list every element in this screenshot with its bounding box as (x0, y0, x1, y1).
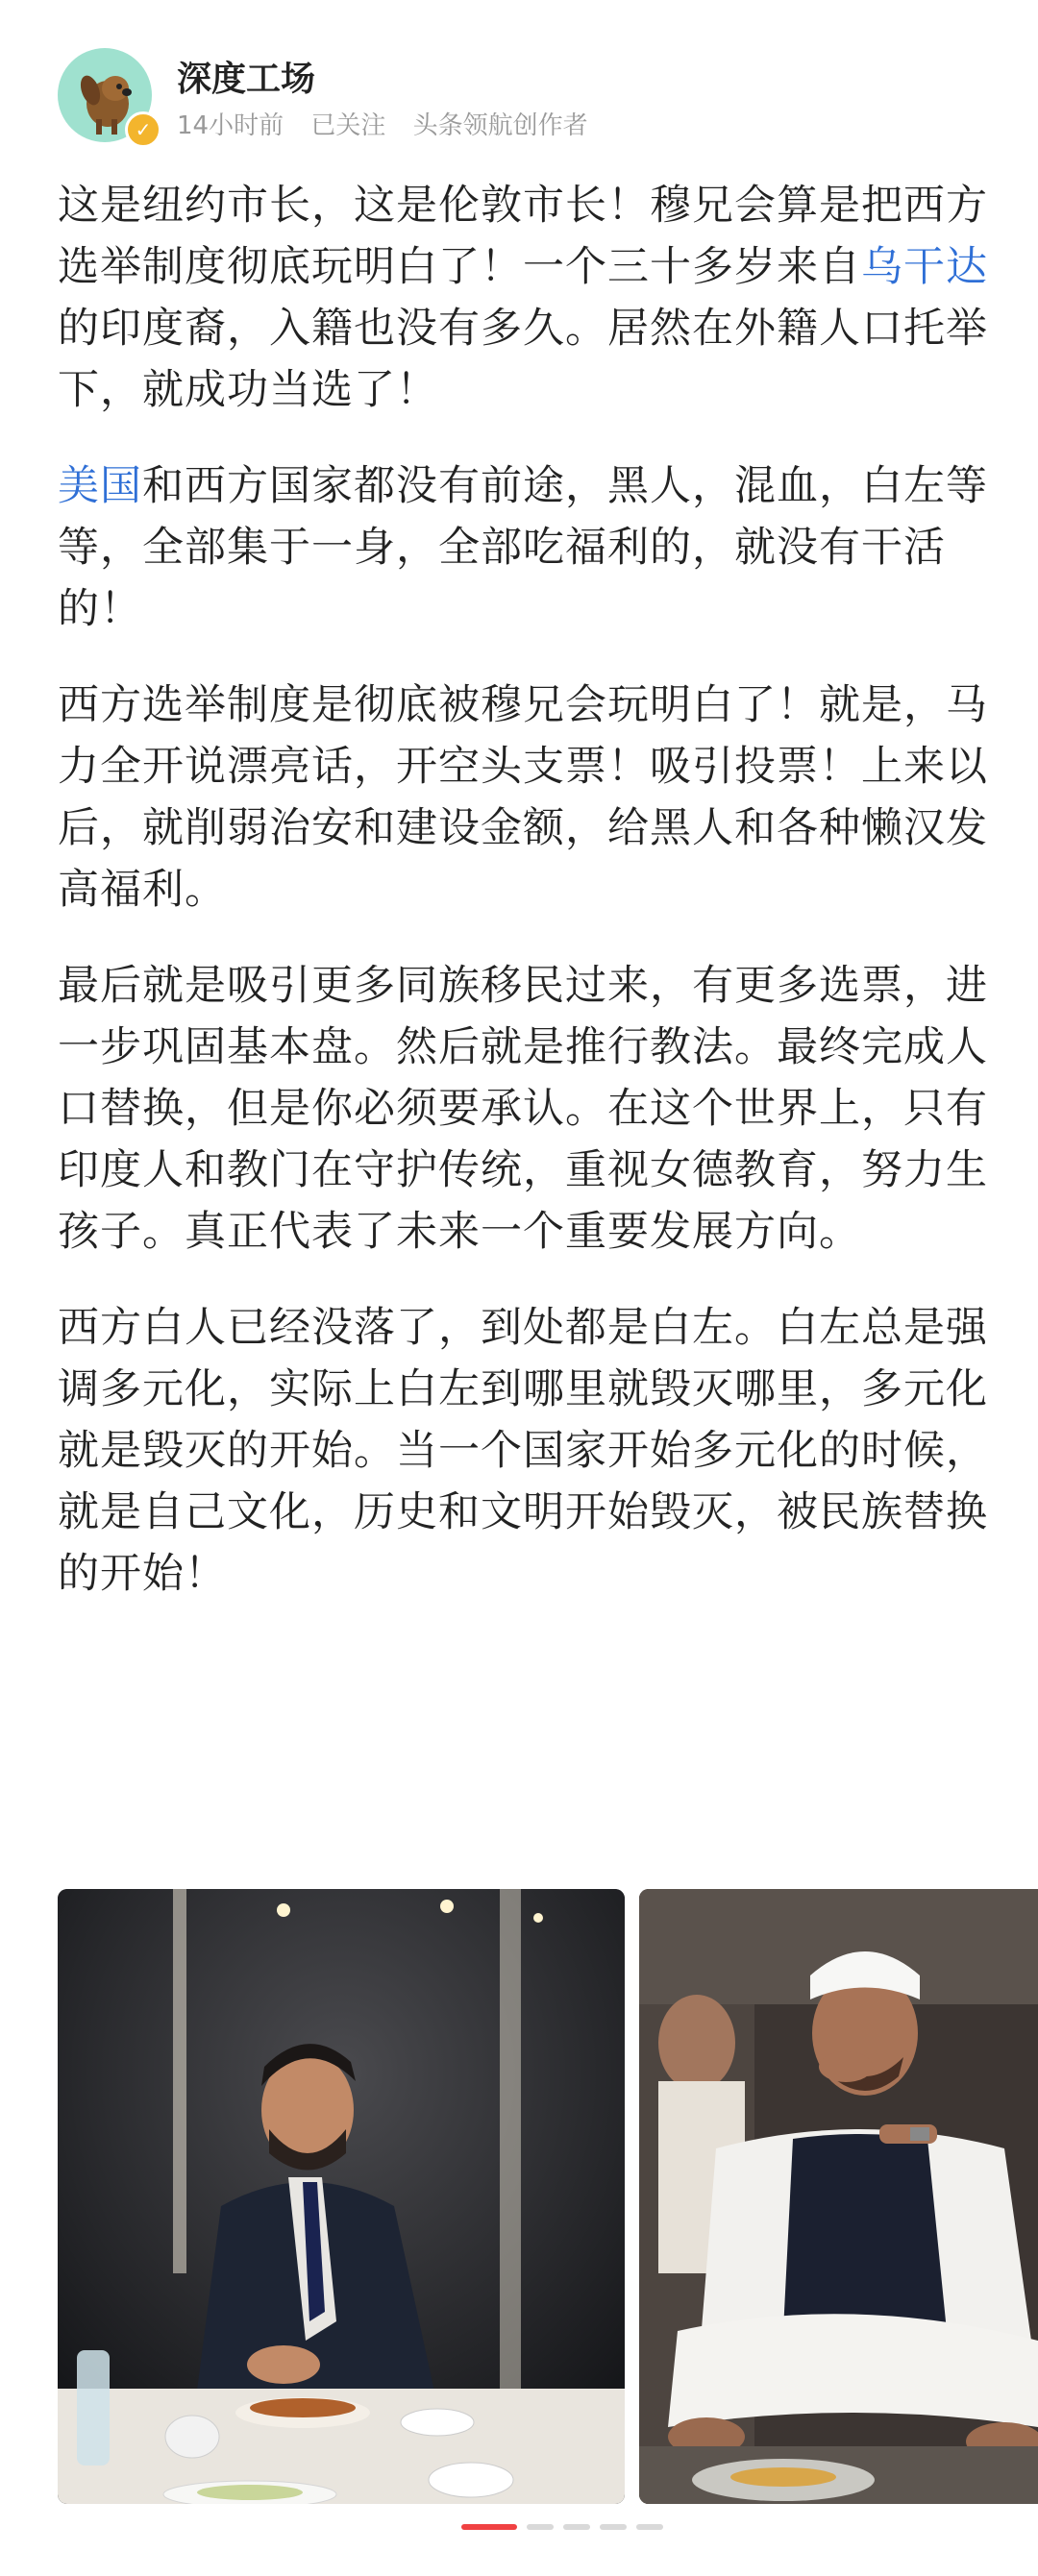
carousel-dot-active[interactable] (461, 2524, 517, 2530)
paragraph (58, 675, 990, 920)
paragraph (58, 175, 990, 421)
follow-status[interactable]: 已关注 (310, 111, 386, 140)
paragraph (58, 955, 990, 1263)
text-segment: 和西方国家都没有前途，黑人，混血，白左等等，全部集于一身，全部吃福利的，就没有干活的！ (58, 462, 988, 633)
carousel-indicator (0, 2522, 1038, 2532)
post-time: 14小时前 (177, 111, 284, 140)
verified-badge-icon: ✓ (125, 111, 161, 148)
author-title: 头条领航创作者 (412, 111, 588, 140)
carousel-dot[interactable] (636, 2524, 663, 2530)
author-name[interactable]: 深度工场 (177, 60, 316, 99)
carousel-dot[interactable] (527, 2524, 554, 2530)
text-segment: 最后就是吸引更多同族移民过来，有更多选票，进一步巩固基本盘。然后就是推行教法。最终完成人口替换，但是你必须要承认。在这个世界上，只有印度人和教门在守护传统，重视女德教育，努力生孩子。真正代表了未来一个重要发展方向。 (58, 962, 988, 1256)
paragraph (58, 455, 990, 640)
link-usa[interactable]: 美国 (58, 462, 142, 510)
carousel-dot[interactable] (600, 2524, 627, 2530)
post-header (58, 48, 980, 144)
carousel-dot[interactable] (563, 2524, 590, 2530)
text-segment: 西方选举制度是彻底被穆兄会玩明白了！就是，马力全开说漂亮话，开空头支票！吸引投票！上来以后，就削弱治安和建设金额，给黑人和各种懒汉发高福利。 (58, 681, 988, 914)
article-body (58, 175, 990, 1639)
photo-man-eating-rice[interactable] (58, 1889, 625, 2504)
text-segment: 西方白人已经没落了，到处都是白左。白左总是强调多元化，实际上白左到哪里就毁灭哪里，多元化就是毁灭的开始。当一个国家开始多元化的时候，就是自己文化，历史和文明开始毁灭，被民族替换的开始！ (58, 1304, 988, 1598)
text-segment: 这是纽约市长，这是伦敦市长！穆兄会算是把西方选举制度彻底玩明白了！一个三十多岁来自 (58, 182, 988, 291)
post-meta (177, 106, 607, 141)
link-uganda[interactable]: 乌干达 (861, 243, 988, 291)
paragraph (58, 1297, 990, 1605)
text-segment: 的印度裔，入籍也没有多久。居然在外籍人口托举下，就成功当选了！ (58, 305, 988, 414)
photo-man-in-white-cap[interactable] (639, 1889, 1038, 2504)
image-carousel[interactable] (58, 1889, 1038, 2504)
